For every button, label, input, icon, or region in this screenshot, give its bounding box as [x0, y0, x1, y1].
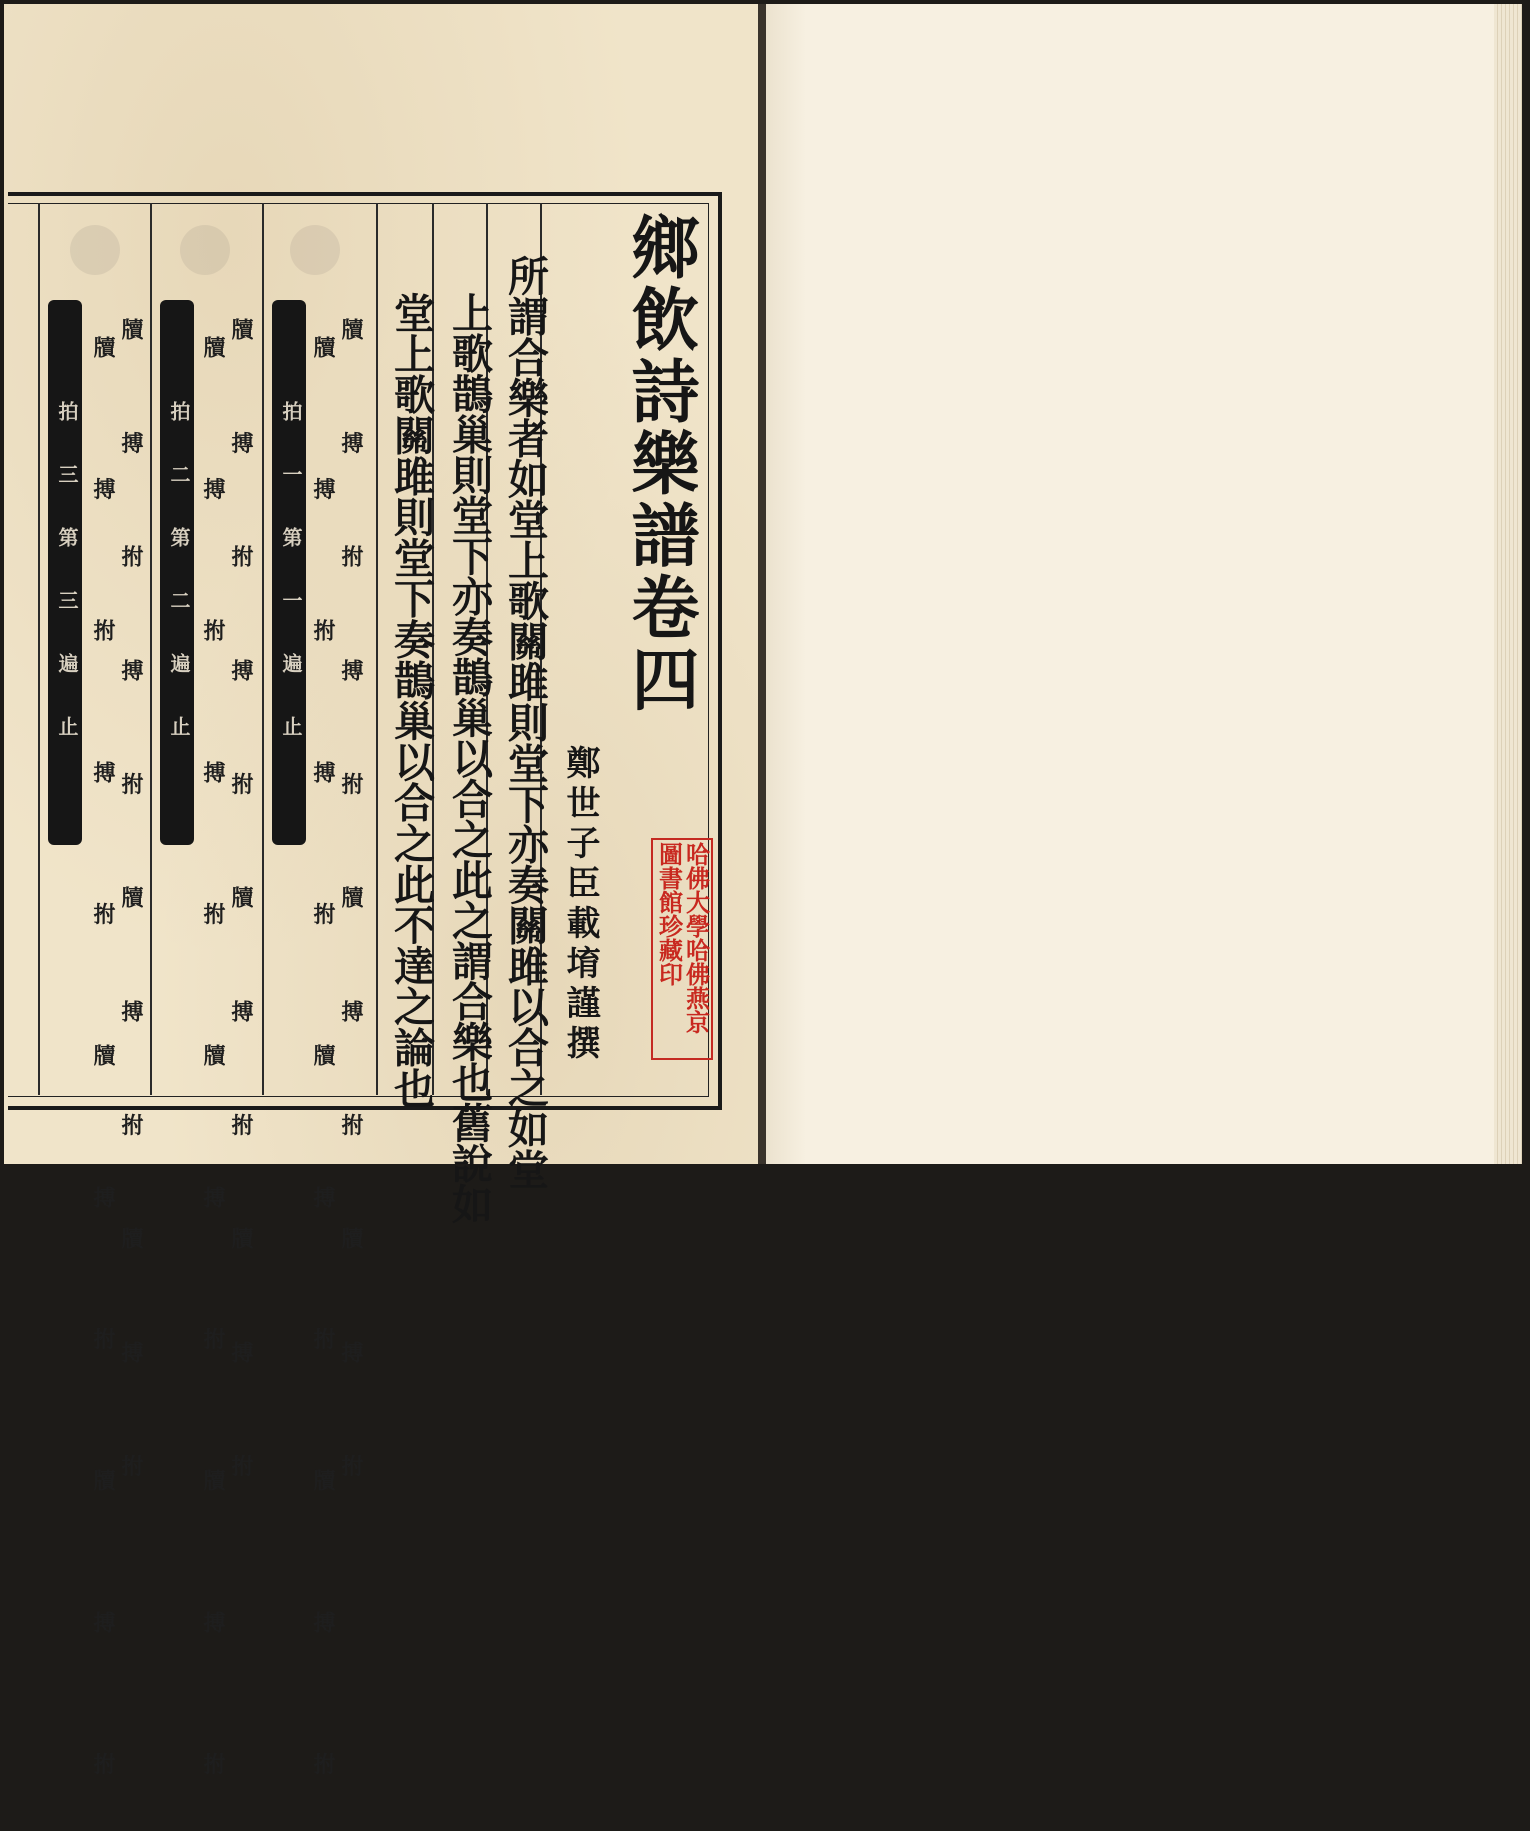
library-seal — [651, 838, 713, 1060]
show-through-mark — [180, 225, 230, 275]
black-marker-bar: 拍 三 第 三 遍 止 — [48, 300, 82, 845]
seal-text-right: 哈佛大學哈佛燕京 — [681, 842, 711, 1034]
notation-column: 牘 搏 拊 搏 拊 牘 搏 拊 牘 搏 拊 — [310, 336, 336, 1831]
notation-column: 牘 搏 拊 搏 拊 牘 搏 拊 牘 搏 拊 — [118, 318, 144, 1519]
text-column-2: 上歌鵲巢則堂下亦奏鵲巢以合之此之謂合樂也舊說如 — [445, 292, 493, 1224]
show-through-mark — [70, 225, 120, 275]
show-through-mark — [290, 225, 340, 275]
notation-column: 牘 搏 拊 搏 拊 牘 搏 拊 牘 搏 拊 — [228, 318, 254, 1519]
notation-column: 牘 搏 拊 搏 拊 牘 搏 拊 牘 搏 拊 — [338, 318, 364, 1519]
black-marker-bar: 拍 一 第 一 遍 止 — [272, 300, 306, 845]
notation-column: 牘 搏 拊 搏 拊 牘 搏 拊 牘 搏 拊 — [200, 336, 226, 1831]
text-column-3: 堂上歌關雎則堂下奏鵲巢以合之此不達之論也 — [387, 292, 435, 1109]
column-rule — [150, 203, 152, 1095]
book-title: 鄉飲詩樂譜卷四 — [620, 212, 700, 716]
book-gutter — [758, 4, 766, 1164]
black-marker-bar: 拍 二 第 二 遍 止 — [160, 300, 194, 845]
right-blank-page — [766, 4, 1522, 1164]
column-rule — [376, 203, 378, 1095]
notation-column: 牘 搏 拊 搏 拊 牘 搏 拊 牘 搏 拊 — [90, 336, 116, 1831]
seal-text-left: 圖書館珍藏印 — [654, 842, 684, 986]
page-edges — [1494, 4, 1522, 1164]
text-column-1: 所謂合樂者如堂上歌關雎則堂下亦奏關雎以合之如堂 — [501, 255, 549, 1189]
column-rule — [262, 203, 264, 1095]
author-line: 鄭世子臣載堉謹撰 — [560, 745, 600, 1065]
column-rule — [38, 203, 40, 1095]
